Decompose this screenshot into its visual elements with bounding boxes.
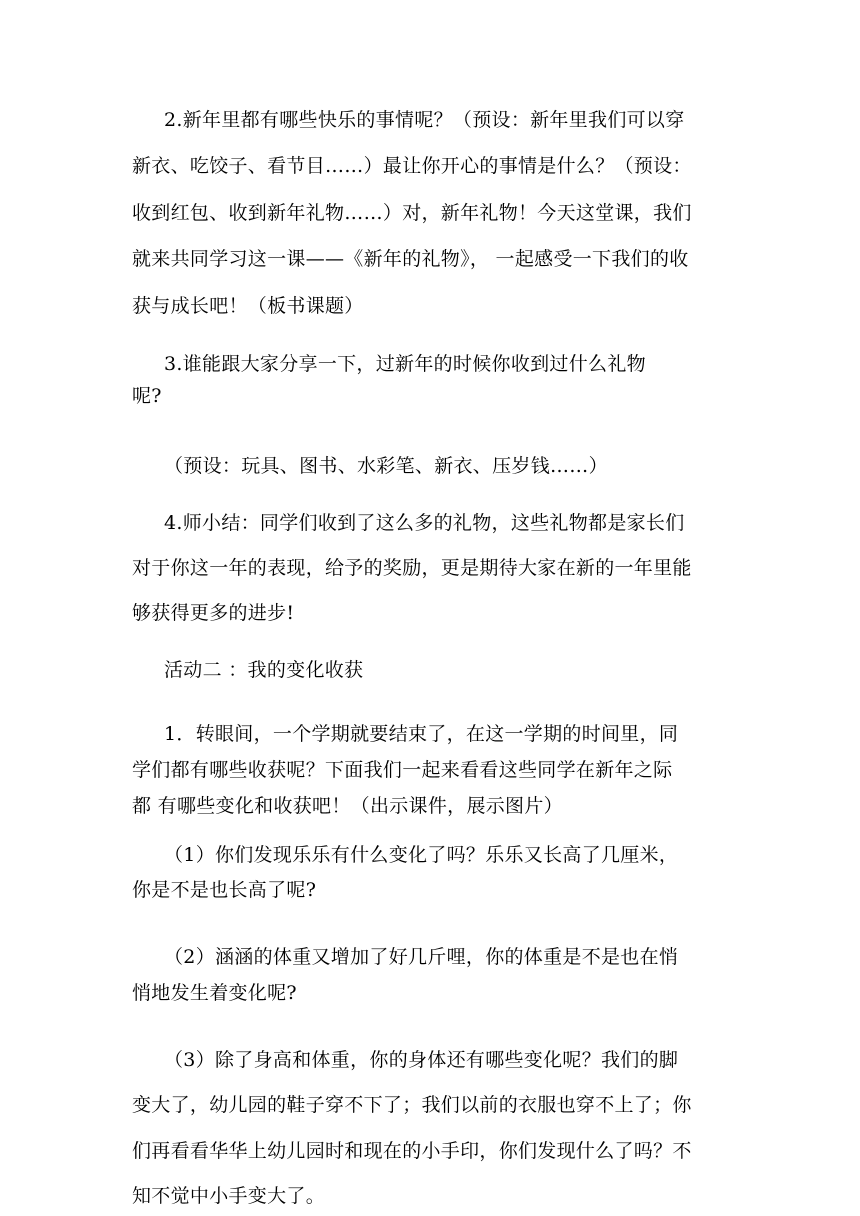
text-line: 对于你这一年的表现，给予的奖励，更是期待大家在新的一年里能	[132, 557, 692, 579]
text-line: 1．转眼间，一个学期就要结束了，在这一学期的时间里，同	[164, 723, 679, 745]
text-line: 就来共同学习这一课——《新年的礼物》， 一起感受一下我们的收	[132, 248, 689, 270]
text-line: 够获得更多的进步!	[132, 602, 295, 624]
text-line: 呢?	[132, 385, 162, 407]
text-line: 获与成长吧！（板书课题）	[132, 295, 364, 317]
section-heading: 活动二 ：我的变化收获	[164, 659, 364, 681]
text-line: 你是不是也长高了呢?	[132, 879, 317, 901]
text-line: 知不觉中小手变大了。	[132, 1185, 326, 1207]
text-line: 变大了，幼儿园的鞋子穿不下了；我们以前的衣服也穿不上了；你	[132, 1094, 692, 1116]
text-line: （1）你们发现乐乐有什么变化了吗？乐乐又长高了几厘米，	[164, 844, 679, 866]
text-line: 3.谁能跟大家分享一下，过新年的时候你收到过什么礼物	[164, 353, 646, 375]
text-line: （3）除了身高和体重，你的身体还有哪些变化呢？我们的脚	[164, 1049, 679, 1071]
text-line: 们再看看华华上幼儿园时和现在的小手印，你们发现什么了吗？不	[132, 1140, 692, 1162]
text-line: 收到红包、收到新年礼物……）对，新年礼物！今天这堂课，我们	[132, 202, 692, 224]
text-line: 2.新年里都有哪些快乐的事情呢？（预设：新年里我们可以穿	[164, 109, 685, 131]
text-line: （预设：玩具、图书、水彩笔、新衣、压岁钱……）	[164, 455, 608, 477]
text-line: 悄地发生着变化呢?	[132, 982, 297, 1004]
text-line: 4.师小结：同学们收到了这么多的礼物，这些礼物都是家长们	[164, 512, 685, 534]
text-line: 新衣、吃饺子、看节目……）最让你开心的事情是什么？（预设：	[132, 155, 692, 177]
text-line: 学们都有哪些收获呢？下面我们一起来看看这些同学在新年之际	[132, 759, 673, 781]
text-line: 都 有哪些变化和收获吧！（出示课件，展示图片）	[132, 795, 563, 817]
text-line: （2）涵涵的体重又增加了好几斤哩，你的体重是不是也在悄	[164, 946, 679, 968]
